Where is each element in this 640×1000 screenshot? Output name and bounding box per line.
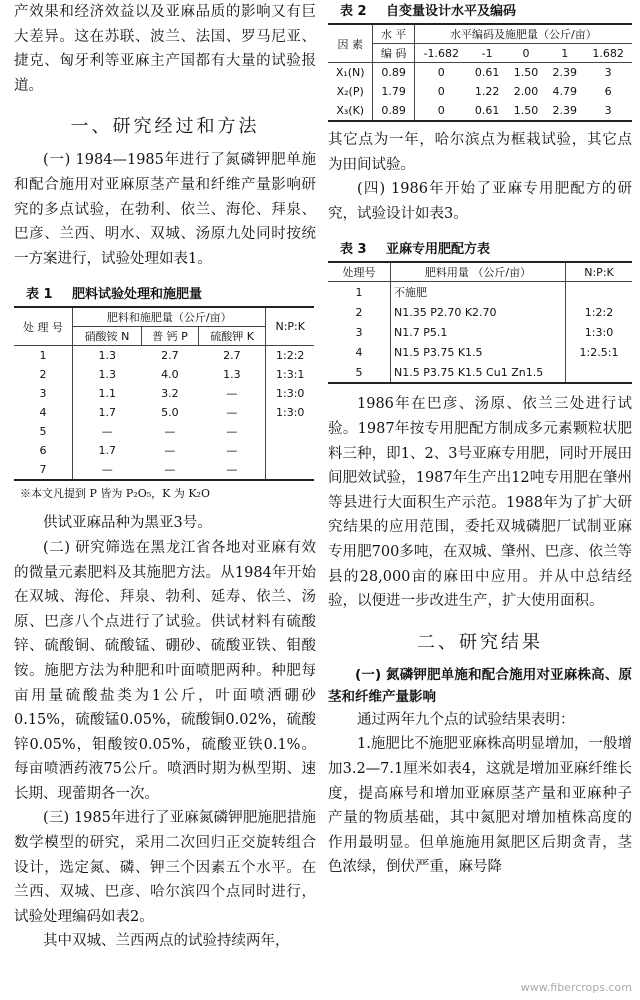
table-cell: — [198,460,266,480]
table-row [14,346,314,366]
left-column [14,0,316,1000]
table-cell: 0 [414,101,467,121]
paragraph: (四) 1986年开始了亚麻专用肥配方的研究，试验设计如表3。 [328,181,632,222]
table-cell: 0.61 [474,66,500,79]
header-cell: 硝酸铵 N [73,327,142,346]
table-cell: 1.1 [98,387,116,401]
header-cell: 处理号 [328,262,391,282]
table-cell: X₂(P) [328,82,373,101]
paragraph: (三) 1985年进行了亚麻氮磷钾肥施肥措施数学模型的研究，采用二次回归正交旋转组合设计，选定氮、磷、钾三个因素五个水平。在兰西、双城、巴彦、哈尔滨四个点同时进行，试验处理编码如表2。 [14,810,316,925]
paragraph: 其中双城、兰西两点的试验持续两年， [43,933,290,950]
table-row [14,403,314,422]
table-cell: 4.0 [161,368,179,382]
table2 [328,23,632,122]
paragraph: (一) 1984—1985年进行了氮磷钾肥单施和配合施用对亚麻原茎产量和纤维产量影响研究的多点试验，在勃利、依兰、海伦、拜泉、巴彦、兰西、明水、双城、汤原九处同时按统一方案进行，试验处理如表1。 [14,152,316,267]
table-cell: 4 [14,403,73,422]
table-row [328,302,632,322]
table-cell: 0 [437,66,445,79]
table-cell: N1.5 P3.75 K1.5 Cu1 Zn1.5 [391,362,566,383]
table-cell: 1 [14,346,73,366]
paragraph: 供试亚麻品种为黑亚3号。 [43,515,212,532]
table-cell: 1.50 [507,101,546,121]
header-cell: 因 素 [328,24,373,63]
table-row [14,460,314,480]
table-row [14,441,314,460]
table-cell: — [164,425,176,439]
table-cell: — [198,422,266,441]
section-heading: 一、研究经过和方法 [70,116,260,138]
table-cell: — [198,441,266,460]
table-row [328,362,632,383]
table-cell: 不施肥 [391,282,566,303]
table-cell: 2 [14,365,73,384]
table-cell: 6 [604,85,612,98]
header-cell: N:P:K [566,262,633,282]
right-column [328,0,632,1000]
table-cell: 5.0 [161,406,179,420]
table3 [328,261,632,384]
table-row [328,342,632,362]
table-cell: 3 [328,322,391,342]
table-cell: 7 [14,460,73,480]
table-cell: X₁(N) [328,63,373,83]
code-cell: 1 [545,44,584,63]
table-cell: 1.50 [513,66,539,79]
table-row [14,365,314,384]
code-cell: -1 [468,44,507,63]
table-cell: X₃(K) [328,101,373,121]
table-cell: 1.79 [373,82,414,101]
header-text: 肥料用量 [424,266,469,280]
table-label: 表 2 [340,4,367,19]
header-cell: 编 码 [373,44,414,63]
table-cell: 1:2:2 [276,349,305,363]
code-cell: -1.682 [414,44,467,63]
table-title: 肥料试验处理和施肥量 [72,287,203,303]
paragraph: 通过两年九个点的试验结果表明： [357,711,575,728]
subsection-heading: (一) 氮磷钾肥单施和配合施用对亚麻株高、原茎和纤维产量影响 [328,666,632,705]
header-cell: 普 钙 P [141,327,198,346]
table-label: 表 3 [340,242,367,258]
table-cell: — [141,460,198,480]
watermark: www.fibercrops.com [520,981,632,994]
table-cell: 6 [14,441,73,460]
table-cell: 1.7 [98,406,116,420]
paragraph: 产效果和经济效益以及亚麻品质的影响又有巨大差异。这在苏联、波兰、法国、罗马尼亚、捷克、匈牙利等亚麻主产国都有大量的试验报道。 [14,4,316,94]
table-cell: 5 [328,362,391,383]
table-cell: 1.3 [198,365,266,384]
table-label: 表 1 [26,287,53,303]
table-row [328,322,632,342]
header-cell: 肥料和施肥量（公斤/亩） [73,307,266,327]
table-cell: 1 [328,282,391,303]
table-cell: 1:3:0 [276,406,305,420]
table-cell: — [73,460,142,480]
table-cell: 0 [437,85,445,98]
table-row [328,82,632,101]
table-row [328,63,632,83]
table-cell: 2.39 [545,101,584,121]
table-cell: 3 [584,101,632,121]
paragraph: 1.施肥比不施肥亚麻株高明显增加，一般增加3.2—7.1厘米如表4，这就是增加亚麻纤维长度，提高麻号和增加亚麻原茎产量和亚麻种子产量的物质基础，其中氮肥对增加植株高度的作用最明显。但单施施用氮肥区后期贪青，茎色浓绿，倒伏严重，麻号降 [328,736,632,876]
table-cell: 1:2:2 [584,305,614,319]
paragraph: 1986年在巴彦、汤原、依兰三处进行试验。1987年按专用肥配方制成多元素颗粒状肥料三种，即1、2、3号亚麻专用肥，同时开展田间肥效试验，1987年生产出12吨专用肥在肇州等县进行大面积生产示范。1988年为了扩大研究结果的应用范围，委托双城磷肥厂试制亚麻专用肥700多吨，在双城、肇州、巴彦、依兰等县的28,000亩的麻田中应用。并从中总结经验，以便进一步改进生产，扩大使用面积。 [328,396,632,610]
table-cell: 4.79 [552,85,578,98]
table-cell [266,460,314,480]
table2-caption [328,0,632,19]
table-cell: 0.89 [373,63,414,83]
table-cell: N1.35 P2.70 K2.70 [391,302,566,322]
table-cell [266,441,314,460]
table-footnote: ※本文凡提到 P 皆为 P₂O₅，K 为 K₂O [20,487,210,501]
table-title: 亚麻专用肥配方表 [386,242,491,258]
section-heading: 二、研究结果 [417,631,543,653]
table-cell: 1:3:0 [276,387,305,401]
table-cell: 2.39 [552,66,578,79]
table-cell: N1.7 P5.1 [391,322,566,342]
table-cell: 3 [14,384,73,403]
table1 [14,306,314,481]
table-cell: 4 [328,342,391,362]
table-cell [566,362,633,383]
header-cell: 水平编码及施肥量（公斤/亩） [414,24,632,44]
header-unit: （公斤/亩） [472,266,532,280]
table-cell [566,282,633,303]
header-cell [391,262,566,282]
table-cell: — [101,425,113,439]
table-cell: 2.00 [513,85,539,98]
table-title: 自变量设计水平及编码 [386,4,517,19]
table-row [14,384,314,403]
table-row [14,422,314,441]
code-cell: 0 [507,44,546,63]
table-cell: N1.5 P3.75 K1.5 [391,342,566,362]
header-cell: 硫酸钾 K [198,327,266,346]
table1-caption [14,283,316,302]
table-cell: 1.3 [98,368,116,382]
table-cell: — [164,444,176,458]
table-row [328,101,632,121]
table-cell: 3.2 [161,387,179,401]
header-cell: 水 平 [373,24,414,44]
table-cell: 5 [14,422,73,441]
table-cell: 1:2.5:1 [579,345,619,359]
table-cell: 1.22 [474,85,500,98]
table-cell: 3 [604,66,612,79]
table-cell: 1:3:1 [276,368,305,382]
paragraph: (二) 研究筛选在黑龙江省各地对亚麻有效的微量元素肥料及其施肥方法。从1984年开始在双城、海伦、拜泉、勃利、延寿、依兰、汤原、巴彦八个点进行了试验。供试材料有硫酸锌、硫酸铜、硫酸锰、硼砂、硫酸亚铁、钼酸铵。施肥方法为种肥和叶面喷肥两种。种肥每亩用量硫酸盐类为1公斤，叶面喷洒硼砂0.15%，硫酸锰0.05%，硫酸铜0.02%，硫酸锌0.05%，钼酸铵0.05%，硫酸亚铁0.1%。每亩喷洒药液75公斤。喷洒时期为枞型期、速长期、现蕾期各一次。 [14,539,316,802]
table-cell: — [198,384,266,403]
table-row [328,282,632,303]
header-cell: N:P:K [266,307,314,346]
table-cell [266,422,314,441]
table-cell: 2.7 [198,346,266,366]
code-cell: 1.682 [584,44,632,63]
table-cell: 0.61 [468,101,507,121]
table-cell: 2 [328,302,391,322]
table-cell: 1:3:0 [584,325,614,339]
header-cell: 处 理 号 [14,307,73,346]
table-cell: 2.7 [161,349,179,363]
paragraph: 其它点为一年，哈尔滨点为框栽试验，其它点为田间试验。 [328,132,632,173]
table-cell: 1.3 [98,349,116,363]
table-cell: — [198,403,266,422]
table-cell: 1.7 [98,444,116,458]
table3-caption [328,238,632,257]
table-cell: 0.89 [373,101,414,121]
